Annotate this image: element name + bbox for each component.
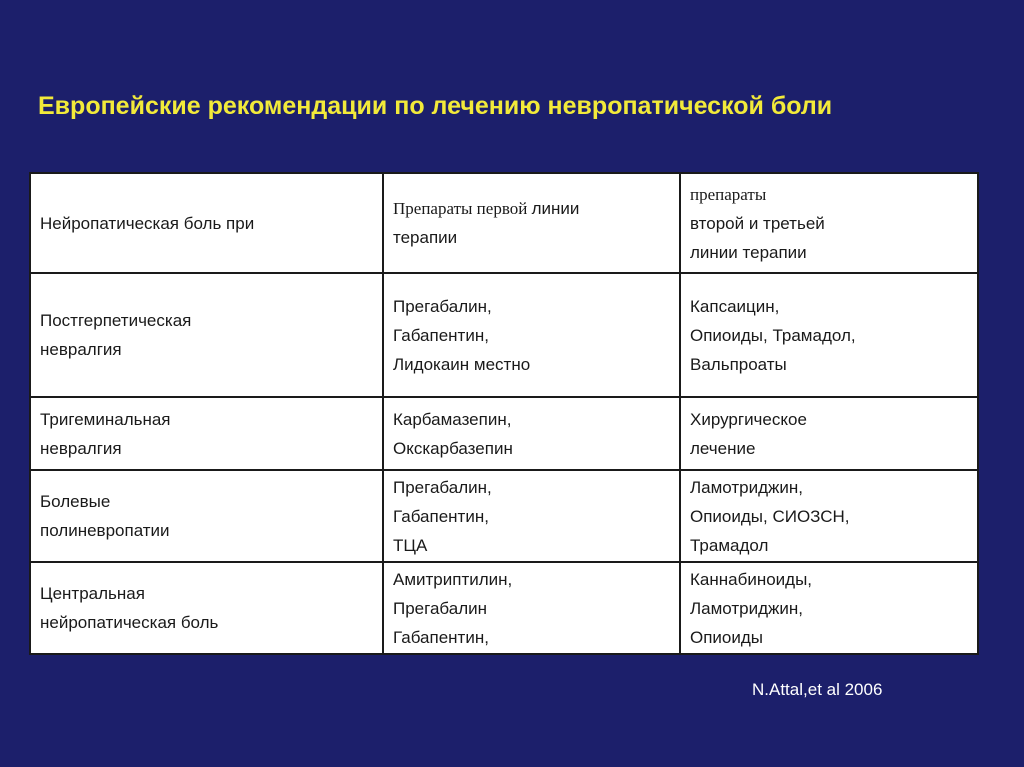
drug-line: Хирургическое — [690, 409, 807, 429]
table-row — [30, 562, 978, 654]
first-line-cell — [383, 273, 680, 397]
condition-line: полиневропатии — [40, 521, 170, 540]
condition-line: Центральная — [40, 584, 145, 603]
condition-line: Постгерпетическая — [40, 311, 192, 330]
header-condition: Нейропатическая боль при — [40, 213, 255, 233]
drug-line: Прегабалин — [393, 598, 488, 618]
header-condition-cell — [30, 173, 383, 273]
drug-line: Прегабалин, — [393, 296, 492, 316]
second-line-cell — [680, 562, 978, 654]
drug-line: Амитриптилин, — [393, 569, 513, 589]
second-line-cell — [680, 397, 978, 470]
first-line-cell — [383, 397, 680, 470]
drug-line: ТЦА — [393, 535, 428, 555]
condition-cell — [30, 397, 383, 470]
table-header-row — [30, 173, 978, 273]
drug-line: Карбамазепин, — [393, 409, 512, 429]
drug-line: Трамадол — [690, 535, 769, 555]
header-first-line-rest: линии — [531, 199, 580, 218]
drug-line: Лидокаин местно — [393, 354, 531, 374]
drug-line: Опиоиды — [690, 627, 764, 647]
header-first-line-cell — [383, 173, 680, 273]
header-first-line-2: терапии — [393, 228, 458, 247]
recommendations-table — [29, 172, 979, 655]
drug-line: Опиоиды, Трамадол, — [690, 325, 856, 345]
drug-line: Прегабалин, — [393, 477, 492, 497]
header-first-line — [393, 194, 670, 223]
drug-line: Каннабиноиды, — [690, 569, 813, 589]
condition-line: невралгия — [40, 438, 122, 458]
drug-line: Окскарбазепин — [393, 438, 513, 458]
drug-line: лечение — [690, 438, 756, 458]
first-line-cell — [383, 470, 680, 562]
second-line-cell — [680, 273, 978, 397]
table-row — [30, 397, 978, 470]
header-second-line-cell — [680, 173, 978, 273]
header-second-line-1: препараты — [690, 184, 767, 204]
drug-line: Ламотриджин, — [690, 598, 804, 618]
condition-cell — [30, 273, 383, 397]
drug-line: Габапентин, — [393, 627, 489, 647]
header-second-line-2: второй и третьей — [690, 213, 825, 233]
table-row — [30, 273, 978, 397]
condition-line: нейропатическая боль — [40, 613, 219, 632]
drug-line: Капсаицин, — [690, 296, 780, 316]
condition-line: Болевые — [40, 492, 111, 511]
drug-line: Габапентин, — [393, 506, 489, 526]
citation: N.Attal,et al 2006 — [752, 680, 883, 699]
first-line-cell — [383, 562, 680, 654]
table-row — [30, 470, 978, 562]
condition-line: Тригеминальная — [40, 409, 171, 429]
drug-line: Опиоиды, СИОЗСН, — [690, 506, 850, 526]
drug-line: Вальпроаты — [690, 354, 787, 374]
drug-line: Ламотриджин, — [690, 477, 804, 497]
condition-cell — [30, 470, 383, 562]
condition-cell — [30, 562, 383, 654]
second-line-cell — [680, 470, 978, 562]
header-second-line-3: линии терапии — [690, 242, 807, 262]
header-first-line-serif: Препараты первой — [393, 199, 532, 218]
condition-line: невралгия — [40, 340, 122, 359]
drug-line: Габапентин, — [393, 325, 489, 345]
slide-title: Европейские рекомендации по лечению невропатической боли — [38, 92, 833, 120]
